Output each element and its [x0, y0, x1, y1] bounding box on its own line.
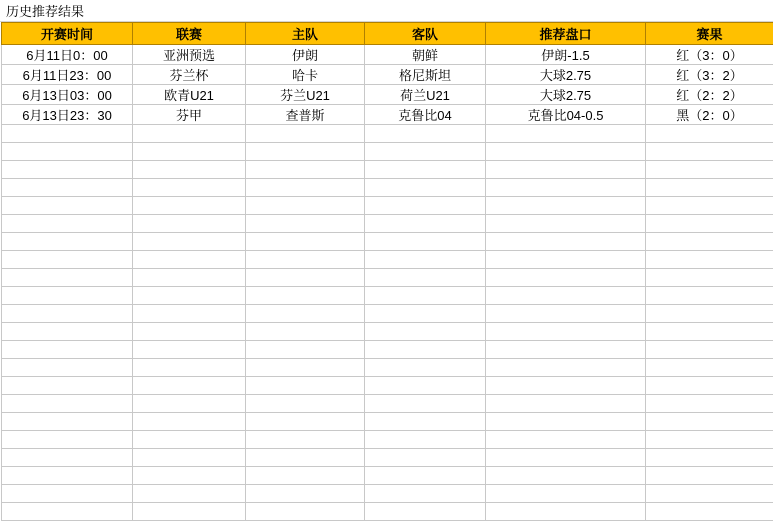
cell-empty[interactable] — [133, 269, 246, 287]
cell-empty[interactable] — [486, 143, 646, 161]
cell-empty[interactable] — [2, 503, 133, 521]
cell-empty[interactable] — [246, 161, 365, 179]
cell-empty[interactable] — [2, 233, 133, 251]
cell-result[interactable]: 黑（2：0） — [646, 105, 773, 125]
cell-away-team[interactable]: 朝鲜 — [365, 45, 486, 65]
cell-empty[interactable] — [246, 467, 365, 485]
cell-empty[interactable] — [2, 449, 133, 467]
cell-result[interactable]: 红（2：2） — [646, 85, 773, 105]
cell-empty[interactable] — [646, 269, 773, 287]
cell-empty[interactable] — [246, 413, 365, 431]
table-row-empty[interactable] — [2, 161, 773, 179]
cell-empty[interactable] — [2, 305, 133, 323]
cell-empty[interactable] — [486, 125, 646, 143]
cell-empty[interactable] — [646, 143, 773, 161]
cell-empty[interactable] — [2, 359, 133, 377]
cell-empty[interactable] — [2, 197, 133, 215]
cell-empty[interactable] — [365, 143, 486, 161]
cell-empty[interactable] — [246, 215, 365, 233]
cell-empty[interactable] — [246, 125, 365, 143]
cell-empty[interactable] — [365, 179, 486, 197]
cell-empty[interactable] — [246, 449, 365, 467]
cell-empty[interactable] — [133, 377, 246, 395]
cell-empty[interactable] — [486, 179, 646, 197]
cell-empty[interactable] — [133, 449, 246, 467]
cell-empty[interactable] — [133, 197, 246, 215]
table-row-empty[interactable] — [2, 215, 773, 233]
cell-away-team[interactable]: 格尼斯坦 — [365, 65, 486, 85]
cell-match-time[interactable]: 6月11日0：00 — [2, 45, 133, 65]
cell-empty[interactable] — [646, 503, 773, 521]
cell-empty[interactable] — [646, 161, 773, 179]
cell-empty[interactable] — [2, 341, 133, 359]
cell-empty[interactable] — [133, 359, 246, 377]
cell-empty[interactable] — [646, 467, 773, 485]
cell-empty[interactable] — [646, 359, 773, 377]
cell-empty[interactable] — [246, 395, 365, 413]
column-header-match-time[interactable]: 开赛时间 — [2, 23, 133, 45]
cell-empty[interactable] — [133, 125, 246, 143]
cell-empty[interactable] — [365, 161, 486, 179]
cell-empty[interactable] — [365, 413, 486, 431]
cell-empty[interactable] — [246, 143, 365, 161]
cell-recommended-handicap[interactable]: 克鲁比04-0.5 — [486, 105, 646, 125]
table-row-empty[interactable] — [2, 287, 773, 305]
cell-empty[interactable] — [365, 287, 486, 305]
cell-empty[interactable] — [133, 143, 246, 161]
cell-empty[interactable] — [365, 431, 486, 449]
cell-empty[interactable] — [2, 251, 133, 269]
cell-empty[interactable] — [365, 125, 486, 143]
cell-empty[interactable] — [486, 287, 646, 305]
cell-empty[interactable] — [486, 233, 646, 251]
cell-empty[interactable] — [2, 485, 133, 503]
table-row[interactable] — [2, 45, 773, 65]
cell-empty[interactable] — [646, 323, 773, 341]
cell-league[interactable]: 欧青U21 — [133, 85, 246, 105]
cell-empty[interactable] — [486, 323, 646, 341]
cell-empty[interactable] — [2, 287, 133, 305]
cell-league[interactable]: 亚洲预选 — [133, 45, 246, 65]
cell-empty[interactable] — [133, 233, 246, 251]
cell-empty[interactable] — [133, 467, 246, 485]
cell-empty[interactable] — [646, 377, 773, 395]
cell-home-team[interactable]: 芬兰U21 — [246, 85, 365, 105]
cell-recommended-handicap[interactable]: 大球2.75 — [486, 85, 646, 105]
cell-league[interactable]: 芬甲 — [133, 105, 246, 125]
cell-empty[interactable] — [2, 161, 133, 179]
cell-empty[interactable] — [246, 197, 365, 215]
table-row-empty[interactable] — [2, 269, 773, 287]
table-row-empty[interactable] — [2, 125, 773, 143]
cell-empty[interactable] — [365, 269, 486, 287]
cell-empty[interactable] — [2, 269, 133, 287]
cell-empty[interactable] — [2, 143, 133, 161]
cell-empty[interactable] — [486, 269, 646, 287]
cell-empty[interactable] — [133, 485, 246, 503]
table-row-empty[interactable] — [2, 449, 773, 467]
table-row-empty[interactable] — [2, 233, 773, 251]
cell-match-time[interactable]: 6月13日03：00 — [2, 85, 133, 105]
cell-empty[interactable] — [646, 305, 773, 323]
table-row-empty[interactable] — [2, 341, 773, 359]
cell-empty[interactable] — [646, 197, 773, 215]
cell-empty[interactable] — [133, 161, 246, 179]
cell-empty[interactable] — [486, 377, 646, 395]
cell-empty[interactable] — [486, 467, 646, 485]
cell-empty[interactable] — [486, 413, 646, 431]
cell-match-time[interactable]: 6月11日23：00 — [2, 65, 133, 85]
column-header-league[interactable]: 联赛 — [133, 23, 246, 45]
history-results-table — [1, 22, 773, 521]
cell-empty[interactable] — [365, 467, 486, 485]
cell-empty[interactable] — [133, 341, 246, 359]
cell-empty[interactable] — [486, 305, 646, 323]
cell-empty[interactable] — [246, 233, 365, 251]
cell-empty[interactable] — [2, 215, 133, 233]
cell-empty[interactable] — [133, 305, 246, 323]
cell-empty[interactable] — [246, 305, 365, 323]
cell-empty[interactable] — [2, 467, 133, 485]
cell-empty[interactable] — [365, 251, 486, 269]
cell-empty[interactable] — [133, 287, 246, 305]
table-row-empty[interactable] — [2, 431, 773, 449]
cell-empty[interactable] — [133, 215, 246, 233]
table-row-empty[interactable] — [2, 197, 773, 215]
cell-empty[interactable] — [246, 359, 365, 377]
sheet-title-row — [0, 0, 773, 22]
cell-empty[interactable] — [646, 413, 773, 431]
cell-empty[interactable] — [486, 251, 646, 269]
cell-empty[interactable] — [133, 395, 246, 413]
cell-empty[interactable] — [365, 215, 486, 233]
cell-empty[interactable] — [365, 197, 486, 215]
table-empty-rows — [2, 125, 773, 521]
cell-empty[interactable] — [246, 269, 365, 287]
table-row-empty[interactable] — [2, 503, 773, 521]
cell-empty[interactable] — [646, 215, 773, 233]
cell-empty[interactable] — [646, 431, 773, 449]
cell-empty[interactable] — [365, 503, 486, 521]
cell-home-team[interactable]: 查普斯 — [246, 105, 365, 125]
cell-empty[interactable] — [246, 377, 365, 395]
table-row-empty[interactable] — [2, 485, 773, 503]
table-body — [2, 45, 773, 125]
cell-recommended-handicap[interactable]: 大球2.75 — [486, 65, 646, 85]
table-header — [2, 23, 773, 45]
cell-match-time[interactable]: 6月13日23：30 — [2, 105, 133, 125]
cell-empty[interactable] — [486, 395, 646, 413]
cell-empty[interactable] — [365, 377, 486, 395]
cell-empty[interactable] — [365, 233, 486, 251]
cell-empty[interactable] — [2, 395, 133, 413]
cell-league[interactable]: 芬兰杯 — [133, 65, 246, 85]
table-row-empty[interactable] — [2, 467, 773, 485]
cell-empty[interactable] — [486, 449, 646, 467]
page-title: 历史推荐结果 — [6, 1, 84, 20]
cell-empty[interactable] — [2, 125, 133, 143]
cell-empty[interactable] — [646, 485, 773, 503]
cell-empty[interactable] — [133, 179, 246, 197]
table-row-empty[interactable] — [2, 251, 773, 269]
cell-result[interactable]: 红（3：0） — [646, 45, 773, 65]
cell-empty[interactable] — [646, 125, 773, 143]
cell-empty[interactable] — [365, 341, 486, 359]
cell-empty[interactable] — [2, 413, 133, 431]
column-header-result[interactable]: 赛果 — [646, 23, 773, 45]
table-row[interactable] — [2, 85, 773, 105]
cell-result[interactable]: 红（3：2） — [646, 65, 773, 85]
column-header-home-team[interactable]: 主队 — [246, 23, 365, 45]
cell-empty[interactable] — [2, 179, 133, 197]
cell-empty[interactable] — [2, 323, 133, 341]
cell-empty[interactable] — [486, 503, 646, 521]
column-header-recommended-handicap[interactable]: 推荐盘口 — [486, 23, 646, 45]
cell-empty[interactable] — [133, 251, 246, 269]
cell-empty[interactable] — [365, 323, 486, 341]
cell-recommended-handicap[interactable]: 伊朗-1.5 — [486, 45, 646, 65]
cell-empty[interactable] — [133, 503, 246, 521]
cell-empty[interactable] — [646, 449, 773, 467]
cell-empty[interactable] — [133, 431, 246, 449]
table-row-empty[interactable] — [2, 413, 773, 431]
cell-empty[interactable] — [2, 377, 133, 395]
cell-empty[interactable] — [486, 485, 646, 503]
cell-empty[interactable] — [486, 431, 646, 449]
column-header-away-team[interactable]: 客队 — [365, 23, 486, 45]
cell-empty[interactable] — [486, 215, 646, 233]
cell-empty[interactable] — [486, 161, 646, 179]
cell-empty[interactable] — [246, 287, 365, 305]
cell-empty[interactable] — [646, 341, 773, 359]
cell-away-team[interactable]: 荷兰U21 — [365, 85, 486, 105]
cell-empty[interactable] — [486, 341, 646, 359]
cell-empty[interactable] — [246, 485, 365, 503]
cell-empty[interactable] — [646, 395, 773, 413]
cell-empty[interactable] — [246, 179, 365, 197]
table-row[interactable] — [2, 65, 773, 85]
table-row-empty[interactable] — [2, 179, 773, 197]
cell-home-team[interactable]: 哈卡 — [246, 65, 365, 85]
cell-empty[interactable] — [486, 359, 646, 377]
cell-away-team[interactable]: 克鲁比04 — [365, 105, 486, 125]
table-row-empty[interactable] — [2, 395, 773, 413]
table-row-empty[interactable] — [2, 143, 773, 161]
cell-empty[interactable] — [2, 431, 133, 449]
cell-empty[interactable] — [246, 503, 365, 521]
cell-empty[interactable] — [365, 485, 486, 503]
cell-empty[interactable] — [646, 233, 773, 251]
cell-empty[interactable] — [133, 323, 246, 341]
cell-empty[interactable] — [646, 179, 773, 197]
table-row-empty[interactable] — [2, 377, 773, 395]
cell-empty[interactable] — [246, 323, 365, 341]
cell-empty[interactable] — [365, 305, 486, 323]
table-header-row — [2, 23, 773, 45]
cell-empty[interactable] — [246, 431, 365, 449]
cell-empty[interactable] — [486, 197, 646, 215]
cell-empty[interactable] — [365, 359, 486, 377]
cell-empty[interactable] — [246, 251, 365, 269]
table-row[interactable] — [2, 105, 773, 125]
cell-empty[interactable] — [365, 449, 486, 467]
table-row-empty[interactable] — [2, 323, 773, 341]
cell-empty[interactable] — [133, 413, 246, 431]
cell-empty[interactable] — [246, 341, 365, 359]
cell-empty[interactable] — [365, 395, 486, 413]
cell-empty[interactable] — [646, 251, 773, 269]
cell-empty[interactable] — [646, 287, 773, 305]
cell-home-team[interactable]: 伊朗 — [246, 45, 365, 65]
table-row-empty[interactable] — [2, 359, 773, 377]
table-row-empty[interactable] — [2, 305, 773, 323]
